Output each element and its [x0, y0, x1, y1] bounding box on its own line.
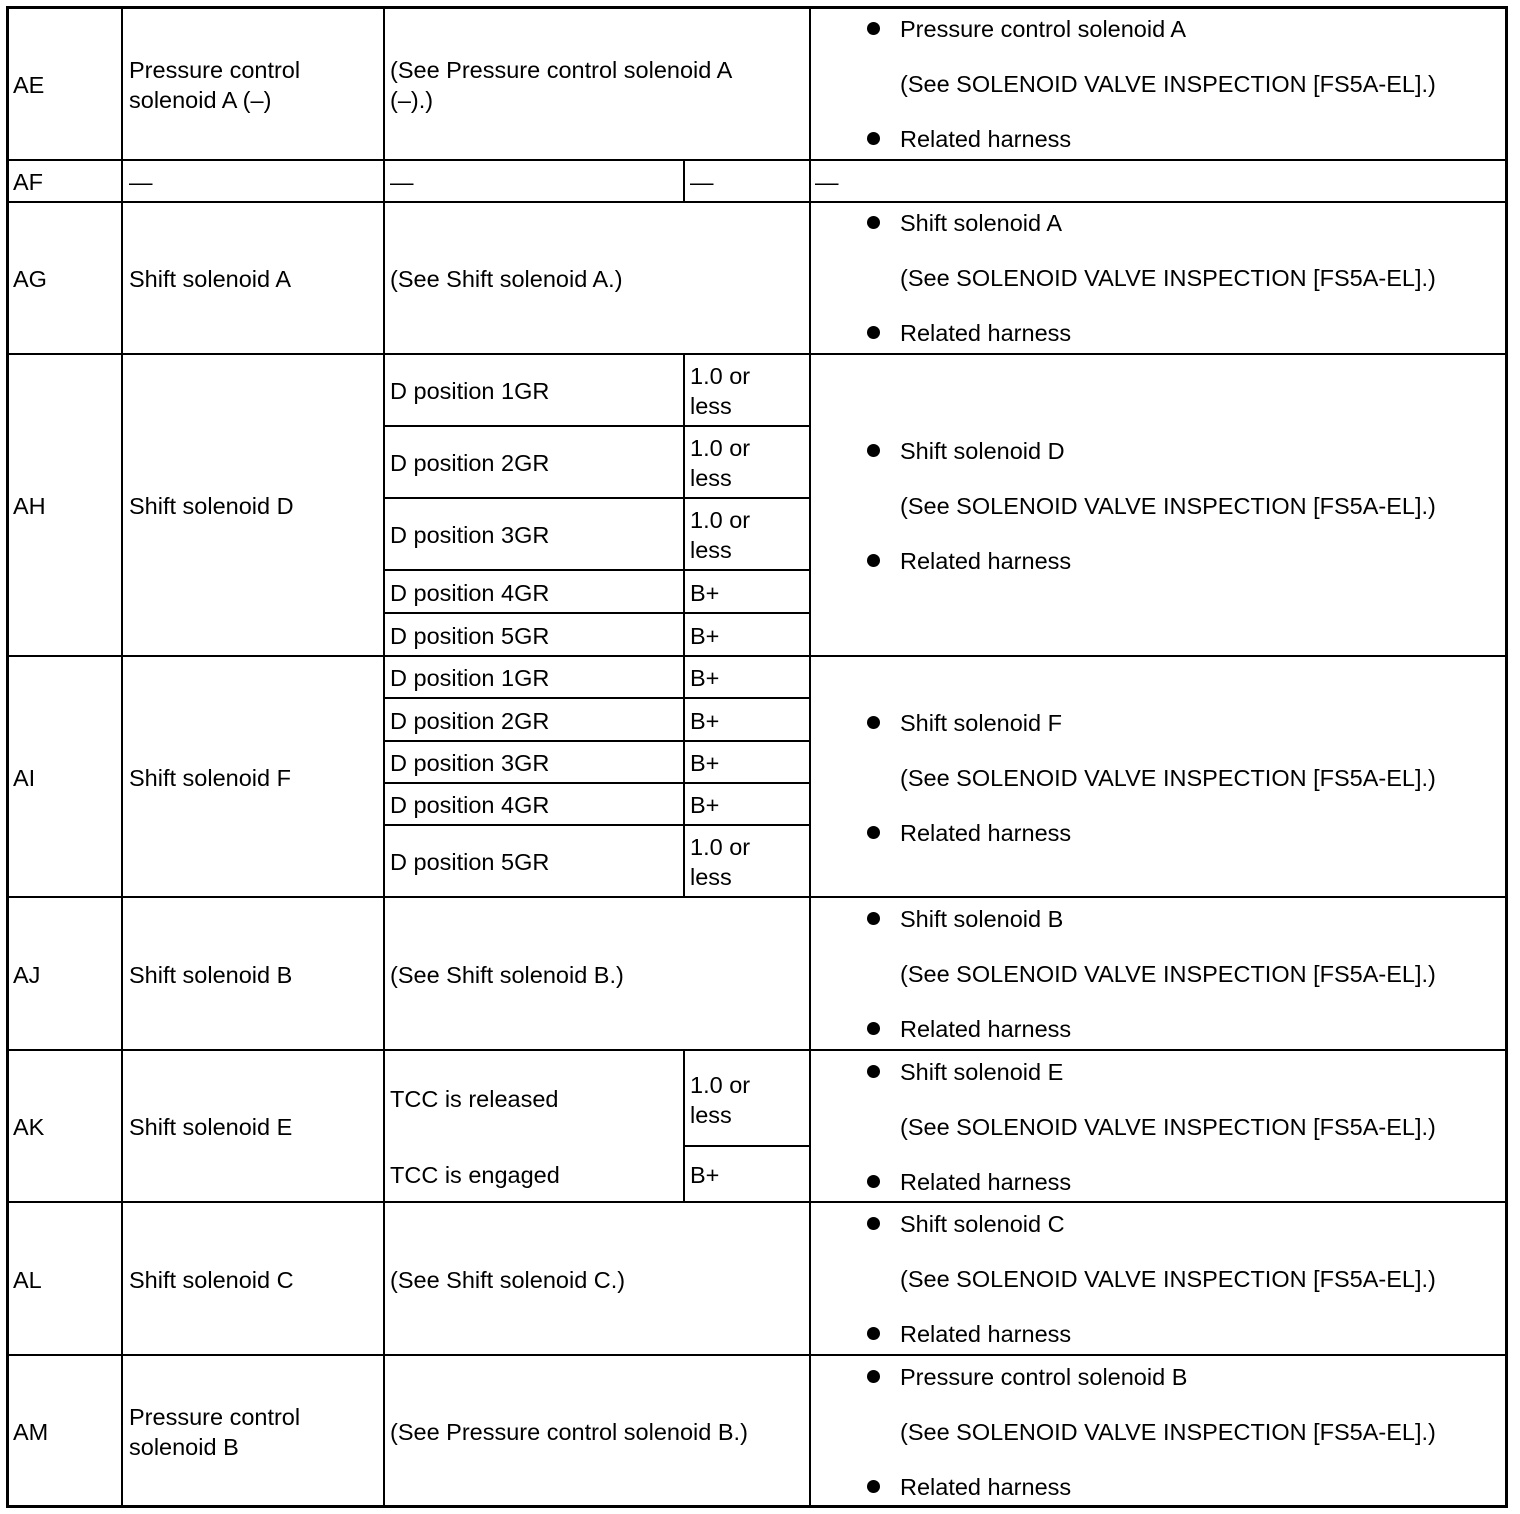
condition-cell: D position 5GR [390, 849, 550, 875]
divider [9, 1201, 1508, 1203]
signal-cell: — [129, 169, 153, 195]
divider [121, 9, 123, 1508]
divider [383, 612, 811, 614]
divider [9, 896, 1508, 898]
divider [383, 782, 811, 784]
voltage-cell: B+ [690, 665, 720, 691]
signal-cell: Pressure control solenoid A (–) [129, 57, 301, 113]
terminal-cell: AK [13, 1114, 45, 1140]
terminal-cell: AG [13, 266, 47, 292]
terminal-cell: AH [13, 493, 46, 519]
bullet-icon [867, 826, 880, 839]
condition-cell: (See Pressure control solenoid A (–).) [390, 57, 731, 113]
signal-cell: Pressure control solenoid B [129, 1404, 301, 1460]
bullet-icon [867, 444, 880, 457]
voltage-cell: 1.0 or less [690, 435, 751, 491]
bullet-icon [867, 716, 880, 729]
condition-cell: (See Shift solenoid B.) [390, 961, 624, 988]
voltage-cell: B+ [690, 792, 720, 818]
bullet-icon [867, 132, 880, 145]
signal-cell: Shift solenoid A [129, 266, 291, 292]
divider [9, 1049, 1508, 1051]
condition-cell: TCC is released [390, 1086, 559, 1112]
condition-cell: D position 4GR [390, 792, 550, 818]
condition-cell: (See Shift solenoid C.) [390, 1266, 626, 1293]
voltage-cell: B+ [690, 1162, 720, 1188]
condition-cell: D position 5GR [390, 622, 550, 649]
divider [683, 355, 685, 898]
condition-cell: D position 1GR [390, 378, 550, 404]
bullet-icon [867, 216, 880, 229]
bullet-icon [867, 1065, 880, 1078]
voltage-cell: 1.0 or less [690, 507, 751, 563]
divider [383, 740, 811, 742]
condition-cell: D position 3GR [390, 522, 550, 548]
divider [9, 1354, 1508, 1356]
voltage-cell: B+ [690, 579, 720, 606]
voltage-cell: 1.0 or less [690, 363, 751, 419]
terminal-voltage-table: AE Pressure control solenoid A (–) (See Pressure control solenoid A (–).) Pressure control solenoid A (See SOLENOID VALVE INSPECTION [FS5A-EL].) Related harness AF — — — — AG Shift solenoid A (See Shift solenoid A.) Shift solenoid A (See SOLENOID VALVE INSPECTION [FS5A-EL].) Related harness AH Shift solenoid D D position 1GR 1.0 or less D position 2GR 1.0 or less D position 3GR 1.0 or less D position 4GR B+ D position 5GR B+ Shift solenoid D (See SOLENOID VALVE INSPECTION [FS5A-EL].) Related harness AI Shift solenoid F D position 1GR B+ D position 2GR B+ D position 3GR B+ D position 4GR B+ D position 5GR 1.0 or less Shift solenoid F (See SOLENOID VALVE INSPECTION [FS5A-EL].) Related harness AJ Shift solenoid B (See Shift solenoid B.) Shift solenoid B (See SOLENOID VALVE INSPECTION [FS5A-EL].) Related harness AK Shift solenoid E TCC is released 1.0 or less TCC is engaged B+ Shift solenoid E (See SOLENOID VALVE INSPECTION [FS5A-EL].) Related harness AL Shift solenoid C (See Shift solenoid C.) Shift solenoid C (See SOLENOID VALVE INSPECTION [FS5A-EL].) Related harness AM Pressure control solenoid B (See Pressure control solenoid B.) Pressure control solenoid B (See SOLENOID VALVE INSPECTION [FS5A-EL].) Related harness [6, 6, 1508, 1508]
signal-cell: Shift solenoid B [129, 961, 293, 988]
signal-cell: Shift solenoid F [129, 764, 291, 791]
bullet-icon [867, 1327, 880, 1340]
bullet-icon [867, 22, 880, 35]
divider [383, 425, 811, 427]
voltage-cell: B+ [690, 707, 720, 734]
bullet-icon [867, 326, 880, 339]
voltage-cell: — [690, 169, 714, 195]
terminal-cell: AF [13, 169, 44, 195]
condition-cell: (See Shift solenoid A.) [390, 266, 623, 292]
condition-cell: D position 4GR [390, 579, 550, 606]
divider [683, 1051, 685, 1203]
divider [383, 497, 811, 499]
divider [9, 353, 1508, 355]
terminal-cell: AM [13, 1419, 49, 1445]
condition-cell: D position 1GR [390, 665, 550, 691]
divider [683, 1145, 811, 1147]
voltage-cell: B+ [690, 622, 720, 649]
condition-cell: — [390, 169, 414, 195]
divider [383, 9, 385, 1508]
bullet-icon [867, 1175, 880, 1188]
bullet-icon [867, 1217, 880, 1230]
divider [9, 655, 1508, 657]
bullet-icon [867, 1370, 880, 1383]
condition-cell: D position 2GR [390, 450, 550, 476]
terminal-cell: AE [13, 72, 45, 98]
signal-cell: Shift solenoid E [129, 1114, 293, 1140]
divider [383, 697, 811, 699]
bullet-icon [867, 554, 880, 567]
divider [9, 201, 1508, 203]
action-cell: — [815, 169, 839, 195]
divider [9, 159, 1508, 161]
bullet-icon [867, 1480, 880, 1493]
bullet-icon [867, 1022, 880, 1035]
terminal-cell: AI [13, 764, 36, 791]
signal-cell: Shift solenoid D [129, 493, 294, 519]
condition-cell: D position 2GR [390, 707, 550, 734]
bullet-icon [867, 912, 880, 925]
condition-cell: (See Pressure control solenoid B.) [390, 1419, 748, 1445]
voltage-cell: 1.0 or less [690, 834, 751, 890]
condition-cell: TCC is engaged [390, 1162, 560, 1188]
divider [383, 824, 811, 826]
voltage-cell: 1.0 or less [690, 1072, 751, 1128]
terminal-cell: AJ [13, 961, 41, 988]
divider [683, 161, 685, 203]
divider [809, 9, 811, 1508]
signal-cell: Shift solenoid C [129, 1266, 294, 1293]
divider [383, 569, 811, 571]
voltage-cell: B+ [690, 750, 720, 776]
condition-cell: D position 3GR [390, 750, 550, 776]
terminal-cell: AL [13, 1266, 42, 1293]
